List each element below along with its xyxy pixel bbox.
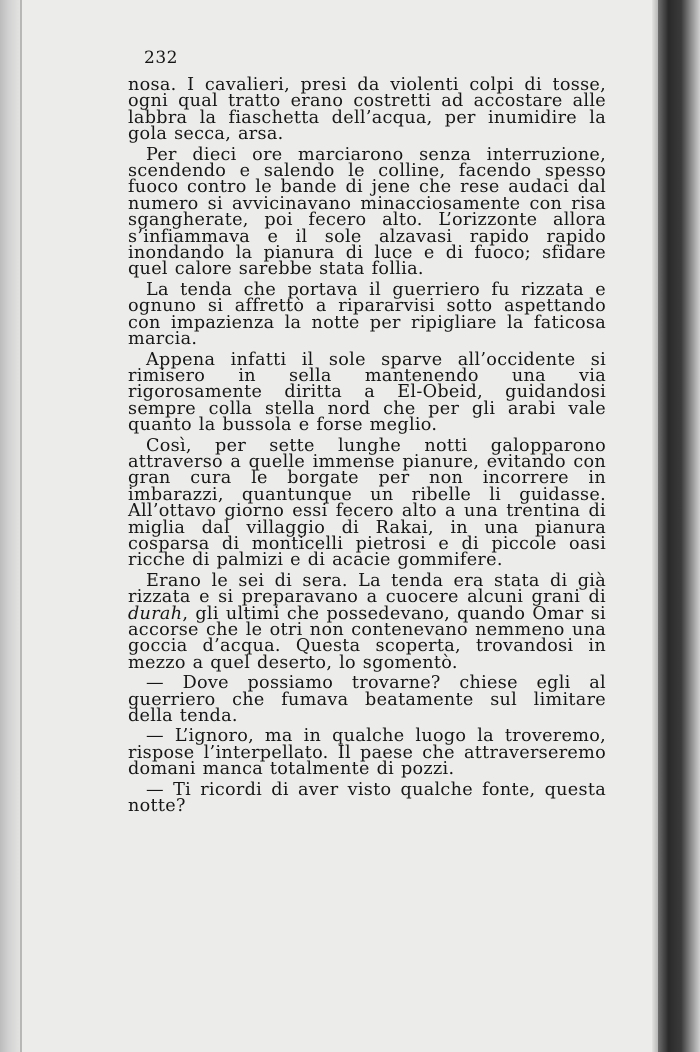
paragraph: [128, 570, 606, 673]
paragraph-text: Così, per sette lunghe notti galopparono attraverso a quelle immense pianure, evitando con gran cura le borgate per non incorrere in imbarazzi, quantunque un ribelle li guidasse. All’ottavo giorno essi fecero alto a una trentina di miglia dal villaggio di Rakai, in una pianura cosparsa di monticelli pietrosi e di piccole oasi ricche di palmizi e di acacie gommifere.: [128, 435, 606, 571]
book-binding: [658, 0, 700, 1052]
paragraph: [128, 144, 606, 280]
paragraph-text: — Dove possiamo trovarne? chiese egli al guerriero che fumava beatamente sul limitare della tenda.: [128, 673, 606, 727]
paragraph: [128, 77, 606, 143]
page-left-edge: [0, 0, 22, 1052]
paragraph: [128, 349, 606, 436]
paragraph-text: Per dieci ore marciarono senza interruzione, scendendo e salendo le colline, facendo spesso fuoco contro le bande di jene che rese audaci dal numero si avvicinavano minacciosamente con risa sgangherate, poi fecero alto. L’orizzonte allora s’infiammava e il sole alzavasi rapido rapido inondando la pianura di luce e di fuoco; sfidare quel calore sarebbe stata follia.: [128, 144, 606, 280]
paragraph-text: — L’ignoro, ma in qualche luogo la troveremo, rispose l’interpellato. Il paese che attraverseremo domani manca totalmente di pozzi.: [128, 726, 606, 780]
paragraph-text: Erano le sei di sera. La tenda era stata di già rizzata e si preparavano a cuocere alcuni grani di: [128, 570, 606, 608]
paragraph-text: nosa. I cavalieri, presi da violenti colpi di tosse, ogni qual tratto erano costretti ad accostare alle labbra la fiaschetta dell’acqua, per inumidire la gola secca, arsa.: [128, 75, 606, 145]
italic-term: durah: [128, 603, 183, 624]
paragraph: [128, 673, 606, 727]
paragraph: [128, 726, 606, 780]
paragraph: [128, 435, 606, 571]
page-left-fold-line: [20, 0, 22, 1052]
paragraph-text: — Ti ricordi di aver visto qualche fonte, questa notte?: [128, 779, 606, 817]
page-number: 232: [144, 48, 178, 68]
paragraph-text: , gli ultimi che possedevano, quando Omar si accorse che le otri non contenevano nemmeno una goccia d’acqua. Questa scoperta, trovandosi in mezzo a quel deserto, lo sgomentò.: [128, 603, 606, 673]
paragraph: [128, 279, 606, 350]
body-text: [128, 75, 606, 817]
page-text-block: [128, 48, 606, 817]
paragraph-text: La tenda che portava il guerriero fu rizzata e ognuno si affrettò a ripararvisi sotto aspettando con impazienza la notte per ripigliare la faticosa marcia.: [128, 279, 606, 350]
paragraph: [128, 779, 606, 817]
paragraph-text: Appena infatti il sole sparve all’occidente si rimisero in sella mantenendo una via rigorosamente diritta a El-Obeid, guidandosi sempre colla stella nord che per gli arabi vale quanto la bussola e forse meglio.: [128, 349, 606, 436]
